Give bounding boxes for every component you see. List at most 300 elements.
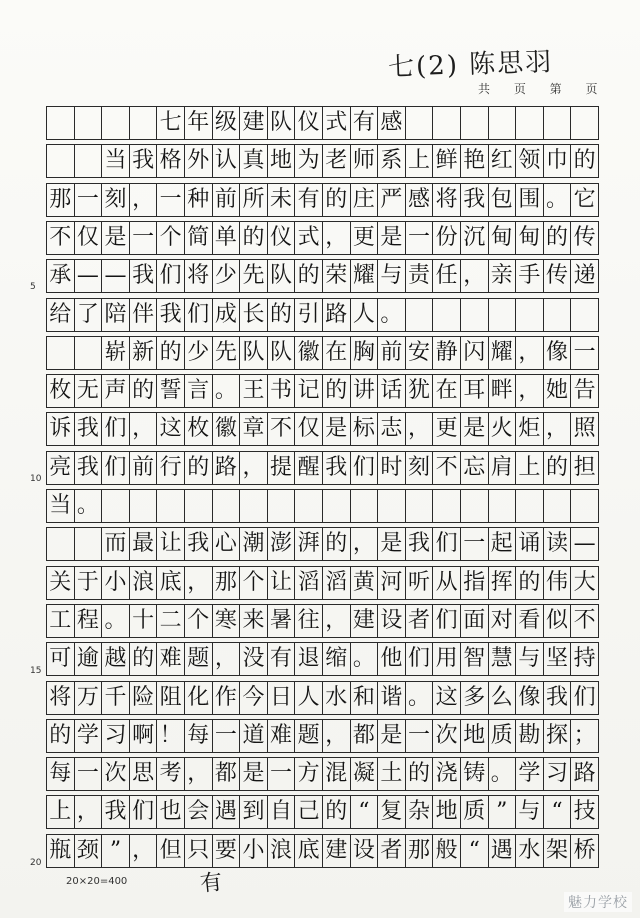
grid-cell: ，: [406, 412, 434, 446]
grid-cell: [461, 298, 489, 332]
grid-cell: 前: [213, 183, 241, 217]
grid-cell: [213, 489, 241, 523]
grid-cell: 炬: [516, 412, 544, 446]
grid-cell: 路: [571, 757, 599, 791]
grid-cell: 们: [185, 298, 213, 332]
grid-cell: 复: [378, 795, 406, 829]
text-row: [46, 681, 599, 715]
grid-cell: 一: [130, 221, 158, 255]
grid-cell: 式: [323, 106, 351, 140]
grid-cell: 个: [157, 221, 185, 255]
grid-cell: [461, 489, 489, 523]
grid-cell: 先: [213, 336, 241, 370]
grid-cell: 当: [102, 144, 130, 178]
grid-cell: 所: [240, 183, 268, 217]
grid-cell: 们: [571, 681, 599, 715]
grid-cell: 式: [295, 221, 323, 255]
grid-cell: 七: [157, 106, 185, 140]
grid-cell: ，: [461, 259, 489, 293]
grid-cell: 么: [489, 681, 517, 715]
grid-cell: 的: [406, 757, 434, 791]
grid-cell: 师: [351, 144, 379, 178]
grid-cell: 是: [378, 719, 406, 753]
grid-cell: 的: [516, 566, 544, 600]
grid-cell: 建: [323, 834, 351, 868]
grid-cell: 亮: [47, 451, 75, 485]
grid-cell: ，: [323, 719, 351, 753]
grid-cell: 与: [516, 795, 544, 829]
grid-cell: 日: [268, 681, 296, 715]
grid-cell: 耳: [461, 374, 489, 408]
grid-cell: 将: [433, 183, 461, 217]
grid-cell: 伟: [544, 566, 572, 600]
grid-cell: 。: [351, 642, 379, 676]
grid-cell: 一: [213, 719, 241, 753]
grid-cell: 我: [130, 259, 158, 293]
line-number-10: 10: [30, 474, 42, 484]
grid-cell: 颈: [75, 834, 103, 868]
text-row: [46, 834, 599, 868]
grid-cell: 不: [571, 604, 599, 638]
grid-cell: 我: [185, 527, 213, 561]
grid-cell: [516, 298, 544, 332]
grid-cell: 简: [185, 221, 213, 255]
grid-cell: ，: [213, 642, 241, 676]
grid-cell: —: [75, 259, 103, 293]
grid-cell: [323, 489, 351, 523]
grid-cell: 级: [213, 106, 241, 140]
grid-cell: [489, 106, 517, 140]
grid-cell: 外: [185, 144, 213, 178]
grid-cell: [544, 298, 572, 332]
grid-cell: 题: [185, 642, 213, 676]
grid-cell: 的: [544, 451, 572, 485]
grid-cell: [406, 489, 434, 523]
grid-cell: 崭: [102, 336, 130, 370]
grid-cell: 每: [47, 757, 75, 791]
grid-cell: 有: [268, 642, 296, 676]
grid-cell: 阻: [157, 681, 185, 715]
grid-cell: 设: [351, 834, 379, 868]
grid-cell: ，: [185, 757, 213, 791]
grid-cell: 无: [75, 374, 103, 408]
grid-cell: 起: [489, 527, 517, 561]
grid-cell: 让: [268, 566, 296, 600]
grid-cell: 一: [75, 757, 103, 791]
grid-cell: 。: [544, 183, 572, 217]
grid-cell: 将: [185, 259, 213, 293]
grid-cell: [516, 489, 544, 523]
grid-cell: 们: [433, 604, 461, 638]
grid-cell: 者: [406, 604, 434, 638]
grid-cell: 前: [130, 451, 158, 485]
grid-cell: 一: [75, 183, 103, 217]
grid-cell: 手: [516, 259, 544, 293]
grid-cell: 们: [102, 412, 130, 446]
grid-cell: 静: [433, 336, 461, 370]
grid-cell: 我: [406, 527, 434, 561]
grid-cell: [240, 489, 268, 523]
grid-cell: 感: [406, 183, 434, 217]
grid-cell: 志: [378, 412, 406, 446]
grid-cell: 凝: [351, 757, 379, 791]
grid-cell: 份: [433, 221, 461, 255]
grid-cell: 小: [102, 566, 130, 600]
grid-cell: 言: [185, 374, 213, 408]
grid-cell: 退: [295, 642, 323, 676]
grid-cell: 工: [47, 604, 75, 638]
grid-cell: 照: [571, 412, 599, 446]
grid-cell: [75, 106, 103, 140]
grid-cell: 老: [323, 144, 351, 178]
grid-cell: 到: [240, 795, 268, 829]
grid-capacity-label: 20×20=400: [66, 876, 128, 887]
grid-cell: 道: [240, 719, 268, 753]
grid-cell: 般: [433, 834, 461, 868]
grid-cell: 杂: [406, 795, 434, 829]
grid-cell: 仅: [75, 221, 103, 255]
text-row: [46, 795, 599, 829]
grid-cell: 勘: [516, 719, 544, 753]
grid-cell: 。: [378, 298, 406, 332]
grid-cell: 探: [544, 719, 572, 753]
grid-cell: [75, 527, 103, 561]
grid-cell: 王: [240, 374, 268, 408]
grid-cell: 感: [378, 106, 406, 140]
grid-cell: 犹: [406, 374, 434, 408]
grid-cell: 滔: [323, 566, 351, 600]
grid-cell: 不: [47, 221, 75, 255]
grid-cell: —: [102, 259, 130, 293]
grid-cell: 越: [102, 642, 130, 676]
grid-cell: 架: [544, 834, 572, 868]
grid-cell: 的: [268, 298, 296, 332]
grid-cell: 时: [378, 451, 406, 485]
grid-cell: 讲: [351, 374, 379, 408]
grid-cell: 包: [489, 183, 517, 217]
grid-cell: 刻: [406, 451, 434, 485]
grid-cell: 读: [544, 527, 572, 561]
grid-cell: [75, 144, 103, 178]
grid-cell: 浪: [130, 566, 158, 600]
grid-cell: 的: [130, 642, 158, 676]
grid-cell: [47, 144, 75, 178]
grid-cell: 。: [102, 604, 130, 638]
grid-cell: 责: [406, 259, 434, 293]
grid-cell: 瓶: [47, 834, 75, 868]
grid-cell: 有: [295, 183, 323, 217]
grid-cell: 习: [102, 719, 130, 753]
grid-cell: 心: [213, 527, 241, 561]
grid-cell: 的: [130, 374, 158, 408]
grid-cell: 沉: [461, 221, 489, 255]
grid-cell: 往: [295, 604, 323, 638]
grid-cell: 人: [295, 681, 323, 715]
grid-cell: “: [351, 795, 379, 829]
grid-cell: 地: [461, 719, 489, 753]
grid-cell: 种: [185, 183, 213, 217]
grid-cell: 河: [378, 566, 406, 600]
grid-cell: 关: [47, 566, 75, 600]
grid-cell: 忘: [461, 451, 489, 485]
grid-cell: 化: [185, 681, 213, 715]
grid-cell: 万: [75, 681, 103, 715]
grid-cell: 黄: [351, 566, 379, 600]
grid-cell: 担: [571, 451, 599, 485]
text-row: [46, 489, 599, 523]
grid-cell: 誓: [157, 374, 185, 408]
grid-cell: 可: [47, 642, 75, 676]
grid-cell: 和: [351, 681, 379, 715]
grid-cell: 队: [240, 336, 268, 370]
grid-cell: 人: [351, 298, 379, 332]
grid-cell: 先: [240, 259, 268, 293]
grid-cell: 年: [185, 106, 213, 140]
grid-cell: [571, 106, 599, 140]
grid-cell: 她: [544, 374, 572, 408]
grid-cell: 一: [268, 757, 296, 791]
grid-cell: 诵: [516, 527, 544, 561]
grid-cell: 是: [378, 221, 406, 255]
grid-cell: 一: [157, 183, 185, 217]
grid-cell: 的: [323, 527, 351, 561]
grid-cell: ，: [130, 834, 158, 868]
grid-cell: 而: [102, 527, 130, 561]
grid-cell: 承: [47, 259, 75, 293]
grid-cell: ，: [130, 412, 158, 446]
grid-cell: 一: [406, 719, 434, 753]
text-row: [46, 144, 599, 178]
grid-cell: 的: [157, 336, 185, 370]
text-row: [46, 566, 599, 600]
grid-cell: [516, 106, 544, 140]
grid-cell: [102, 489, 130, 523]
grid-cell: 醒: [295, 451, 323, 485]
grid-cell: 亲: [489, 259, 517, 293]
grid-cell: 诉: [47, 412, 75, 446]
grid-cell: 寒: [213, 604, 241, 638]
grid-cell: 学: [516, 757, 544, 791]
grid-cell: 们: [433, 527, 461, 561]
grid-cell: 书: [268, 374, 296, 408]
grid-cell: 枚: [185, 412, 213, 446]
grid-cell: 那: [47, 183, 75, 217]
grid-cell: [130, 106, 158, 140]
text-row: [46, 298, 599, 332]
grid-cell: 巾: [544, 144, 572, 178]
grid-cell: 滔: [295, 566, 323, 600]
grid-cell: [47, 527, 75, 561]
grid-cell: 陪: [102, 298, 130, 332]
grid-cell: [406, 298, 434, 332]
grid-cell: 我: [544, 681, 572, 715]
grid-cell: 像: [516, 681, 544, 715]
grid-cell: 庄: [351, 183, 379, 217]
grid-cell: 枚: [47, 374, 75, 408]
grid-cell: 它: [571, 183, 599, 217]
grid-cell: 仪: [295, 106, 323, 140]
grid-cell: 是: [240, 757, 268, 791]
grid-cell: 单: [213, 221, 241, 255]
grid-cell: ；: [571, 719, 599, 753]
grid-cell: 似: [544, 604, 572, 638]
grid-cell: 今: [240, 681, 268, 715]
grid-cell: ”: [489, 795, 517, 829]
grid-cell: 混: [323, 757, 351, 791]
grid-cell: 一: [461, 527, 489, 561]
grid-cell: 会: [185, 795, 213, 829]
grid-cell: 当: [47, 489, 75, 523]
grid-cell: 我: [102, 795, 130, 829]
grid-cell: [75, 336, 103, 370]
grid-cell: 。: [489, 757, 517, 791]
line-number-15: 15: [30, 666, 42, 676]
grid-cell: [433, 489, 461, 523]
grid-cell: 在: [433, 374, 461, 408]
grid-cell: 少: [185, 336, 213, 370]
grid-cell: 最: [130, 527, 158, 561]
grid-cell: 己: [295, 795, 323, 829]
text-row: [46, 642, 599, 676]
grid-cell: 耀: [489, 336, 517, 370]
margin-insertion-char: 有: [198, 869, 224, 898]
text-row: [46, 604, 599, 638]
grid-cell: 澎: [268, 527, 296, 561]
grid-cell: 我: [75, 412, 103, 446]
grid-cell: 的: [295, 259, 323, 293]
grid-cell: 话: [378, 374, 406, 408]
grid-cell: 系: [378, 144, 406, 178]
grid-cell: 更: [433, 412, 461, 446]
grid-cell: 的: [323, 183, 351, 217]
grid-cell: 让: [157, 527, 185, 561]
grid-cell: 质: [489, 719, 517, 753]
grid-cell: 畔: [489, 374, 517, 408]
grid-cell: 题: [295, 719, 323, 753]
grid-cell: 思: [130, 757, 158, 791]
grid-cell: 上: [516, 451, 544, 485]
grid-cell: [351, 489, 379, 523]
grid-cell: [544, 106, 572, 140]
grid-cell: 像: [544, 336, 572, 370]
grid-cell: 都: [213, 757, 241, 791]
grid-cell: 严: [378, 183, 406, 217]
grid-cell: 长: [240, 298, 268, 332]
grid-cell: 都: [351, 719, 379, 753]
grid-cell: 程: [75, 604, 103, 638]
grid-cell: 次: [102, 757, 130, 791]
grid-cell: [295, 489, 323, 523]
grid-cell: 暑: [268, 604, 296, 638]
grid-cell: 的: [323, 795, 351, 829]
grid-cell: ，: [185, 566, 213, 600]
grid-cell: 难: [157, 642, 185, 676]
grid-cell: 次: [433, 719, 461, 753]
text-row: [46, 757, 599, 791]
text-row: [46, 183, 599, 217]
grid-cell: 这: [433, 681, 461, 715]
grid-cell: 坚: [544, 642, 572, 676]
grid-cell: 质: [461, 795, 489, 829]
grid-cell: 们: [406, 642, 434, 676]
grid-cell: [406, 106, 434, 140]
grid-cell: 格: [157, 144, 185, 178]
grid-cell: 险: [130, 681, 158, 715]
line-number-20: 20: [30, 858, 42, 868]
grid-cell: 的: [240, 221, 268, 255]
grid-cell: 闪: [461, 336, 489, 370]
grid-cell: ！: [157, 719, 185, 753]
grid-cell: 啊: [130, 719, 158, 753]
grid-cell: 底: [157, 566, 185, 600]
grid-cell: 我: [157, 298, 185, 332]
grid-cell: 提: [268, 451, 296, 485]
grid-cell: 传: [544, 259, 572, 293]
grid-cell: 安: [406, 336, 434, 370]
grid-cell: 难: [268, 719, 296, 753]
grid-cell: 路: [323, 298, 351, 332]
grid-cell: 们: [130, 795, 158, 829]
grid-cell: 听: [406, 566, 434, 600]
text-row: [46, 451, 599, 485]
grid-cell: 们: [351, 451, 379, 485]
grid-cell: [571, 489, 599, 523]
grid-cell: ，: [323, 221, 351, 255]
grid-cell: 持: [571, 642, 599, 676]
grid-cell: 个: [240, 566, 268, 600]
grid-cell: 胸: [351, 336, 379, 370]
grid-cell: 于: [75, 566, 103, 600]
grid-cell: 一: [406, 221, 434, 255]
grid-cell: [47, 106, 75, 140]
grid-cell: ，: [351, 527, 379, 561]
text-row: [46, 221, 599, 255]
grid-cell: 。: [406, 681, 434, 715]
grid-cell: 面: [461, 604, 489, 638]
grid-cell: 递: [571, 259, 599, 293]
grid-cell: [130, 489, 158, 523]
grid-cell: 方: [295, 757, 323, 791]
grid-cell: 不: [433, 451, 461, 485]
grid-cell: 有: [351, 106, 379, 140]
grid-cell: 看: [516, 604, 544, 638]
grid-cell: 十: [130, 604, 158, 638]
grid-cell: [544, 489, 572, 523]
grid-cell: 艳: [461, 144, 489, 178]
grid-cell: 是: [378, 527, 406, 561]
grid-cell: 铸: [461, 757, 489, 791]
grid-cell: [489, 489, 517, 523]
text-row: [46, 336, 599, 370]
grid-cell: 遇: [213, 795, 241, 829]
grid-cell: 小: [240, 834, 268, 868]
grid-cell: 地: [268, 144, 296, 178]
grid-cell: 更: [351, 221, 379, 255]
grid-cell: 的: [323, 374, 351, 408]
grid-cell: 鲜: [433, 144, 461, 178]
grid-cell: 新: [130, 336, 158, 370]
grid-cell: 肩: [489, 451, 517, 485]
grid-cell: 告: [571, 374, 599, 408]
grid-cell: —: [571, 527, 599, 561]
grid-cell: 是: [461, 412, 489, 446]
grid-cell: ，: [240, 451, 268, 485]
grid-cell: ，: [130, 183, 158, 217]
grid-cell: 前: [378, 336, 406, 370]
grid-cell: 仅: [295, 412, 323, 446]
grid-cell: “: [461, 834, 489, 868]
grid-cell: 多: [461, 681, 489, 715]
